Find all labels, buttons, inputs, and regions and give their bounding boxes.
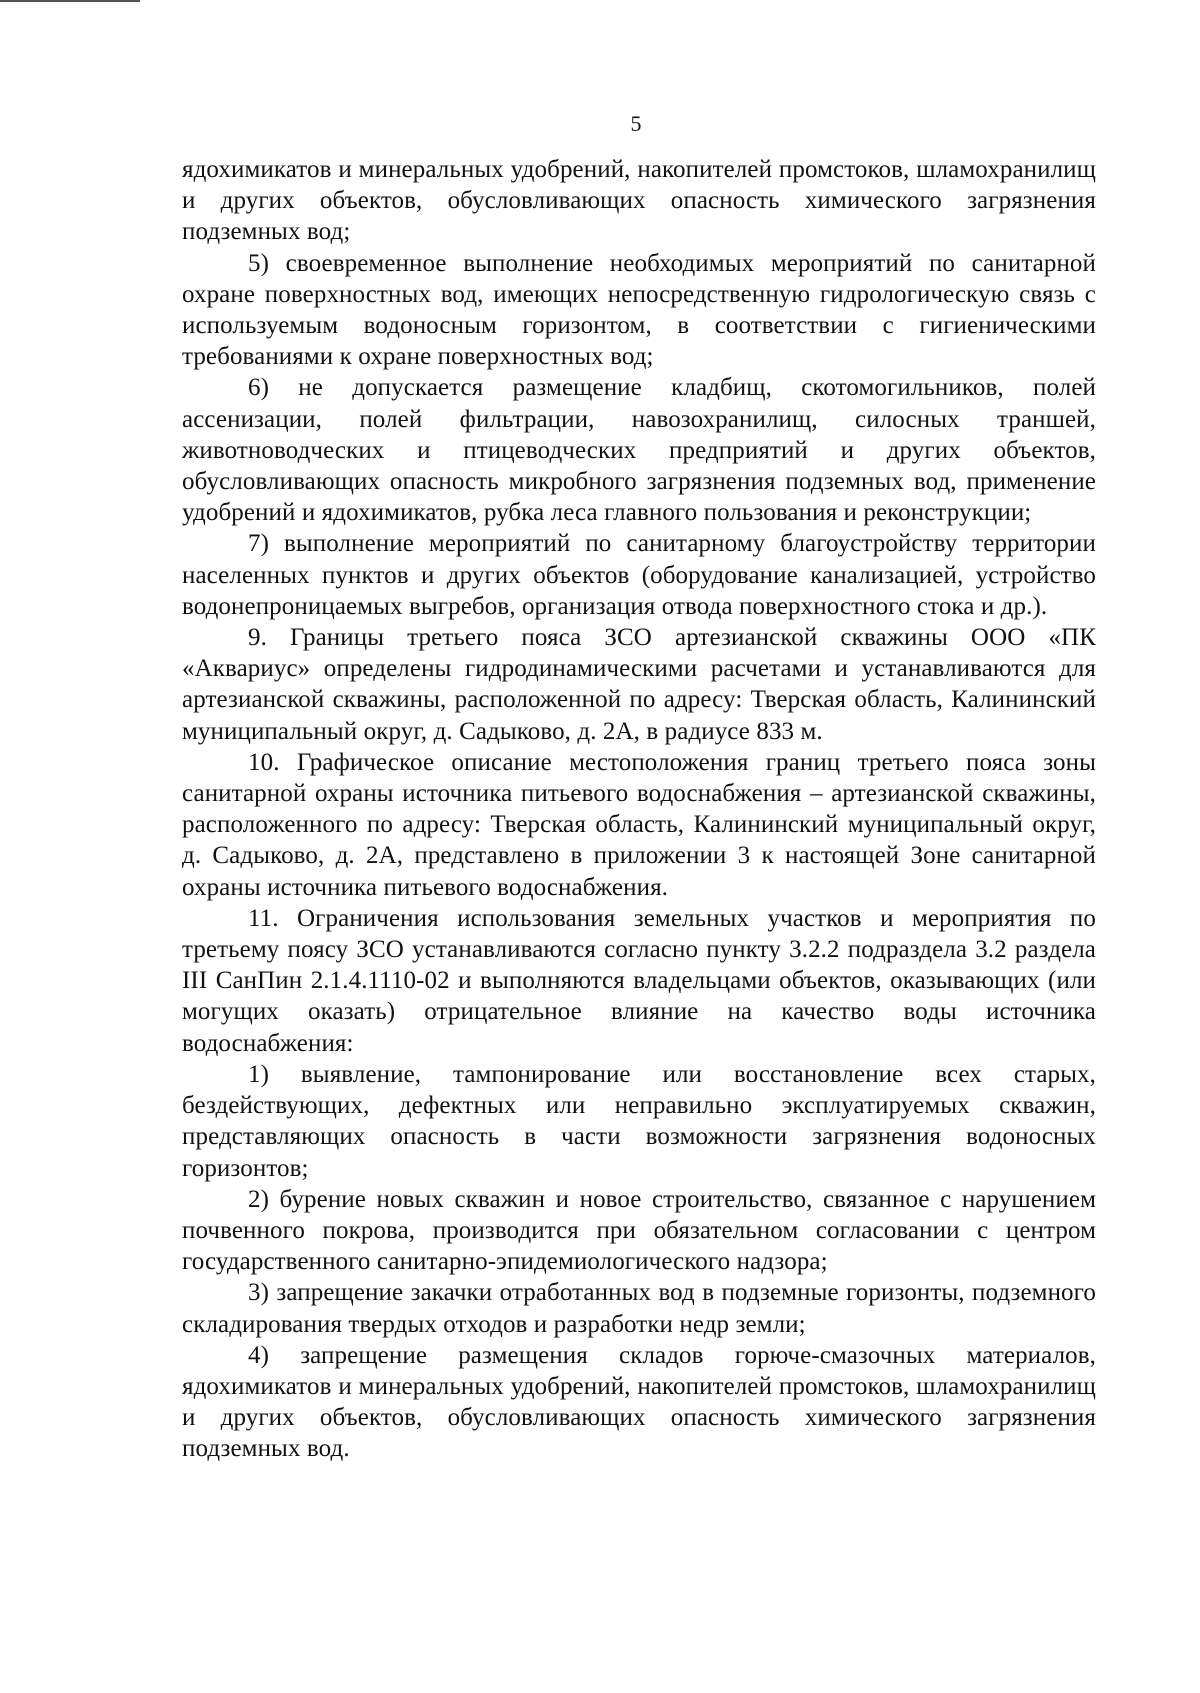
paragraph-subitem-3: 3) запрещение закачки отработанных вод в подземные горизонты, подземного складирования твердых отходов и разработки недр земли; [182, 1279, 1096, 1338]
body-text [182, 154, 1096, 1465]
paragraph-subitem-2: 2) бурение новых скважин и новое строительство, связанное с нарушением почвенного покрова, производится при обязательном согласовании с центром государственного санитарно-эпидемиологического надзора; [182, 1185, 1096, 1276]
page-number: 5 [630, 111, 642, 136]
paragraph-item-5: 5) своевременное выполнение необходимых мероприятий по санитарной охране поверхностных вод, имеющих непосредственную гидрологическую связь с используемым водоносным горизонтом, в соответствии с гигиеническими требованиями к охране поверхностных вод; [182, 249, 1096, 371]
paragraph-subitem-4: 4) запрещение размещения складов горюче-смазочных материалов, ядохимикатов и минеральных удобрений, накопителей промстоков, шламохранилищ и других объектов, обусловливающих опасность химического загрязнения подземных вод. [182, 1341, 1096, 1463]
paragraph-item-6: 6) не допускается размещение кладбищ, скотомогильников, полей ассенизации, полей фильтрации, навозохранилищ, силосных траншей, животноводческих и птицеводческих предприятий и других объектов, обусловливающих опасность микробного загрязнения подземных вод, применение удобрений и ядохимикатов, рубка леса главного пользования и реконструкции; [182, 374, 1096, 527]
scan-edge-line [0, 0, 140, 2]
paragraph-section-9: 9. Границы третьего пояса ЗСО артезианской скважины ООО «ПК «Аквариус» определены гидродинамическими расчетами и устанавливаются для артезианской скважины, расположенной по адресу: Тверская область, Калининский муниципальный округ, д. Садыково, д. 2А, в радиусе 833 м. [182, 624, 1096, 745]
paragraph-continuation: ядохимикатов и минеральных удобрений, накопителей промстоков, шламохранилищ и других объектов, обусловливающих опасность химического загрязнения подземных вод; [182, 156, 1096, 246]
paragraph-section-10: 10. Графическое описание местоположения границ третьего пояса зоны санитарной охраны источника питьевого водоснабжения – артезианской скважины, расположенного по адресу: Тверская область, Калининский муниципальный округ, д. Садыково, д. 2А, представлено в приложении 3 к настоящей Зоне санитарной охраны источника питьевого водоснабжения. [182, 748, 1096, 901]
paragraph-item-7: 7) выполнение мероприятий по санитарному благоустройству территории населенных пунктов и других объектов (оборудование канализацией, устройство водонепроницаемых выгребов, организация отвода поверхностного стока и др.). [182, 530, 1096, 620]
paragraph-section-11: 11. Ограничения использования земельных участков и мероприятия по третьему поясу ЗСО устанавливаются согласно пункту 3.2.2 подраздела 3.2 раздела III СанПин 2.1.4.1110-02 и выполняются владельцами объектов, оказывающих (или могущих оказать) отрицательное влияние на качество воды источника водоснабжения: [182, 904, 1096, 1057]
paragraph-subitem-1: 1) выявление, тампонирование или восстановление всех старых, бездействующих, дефектных или неправильно эксплуатируемых скважин, представляющих опасность в части возможности загрязнения водоносных горизонтов; [182, 1060, 1096, 1182]
